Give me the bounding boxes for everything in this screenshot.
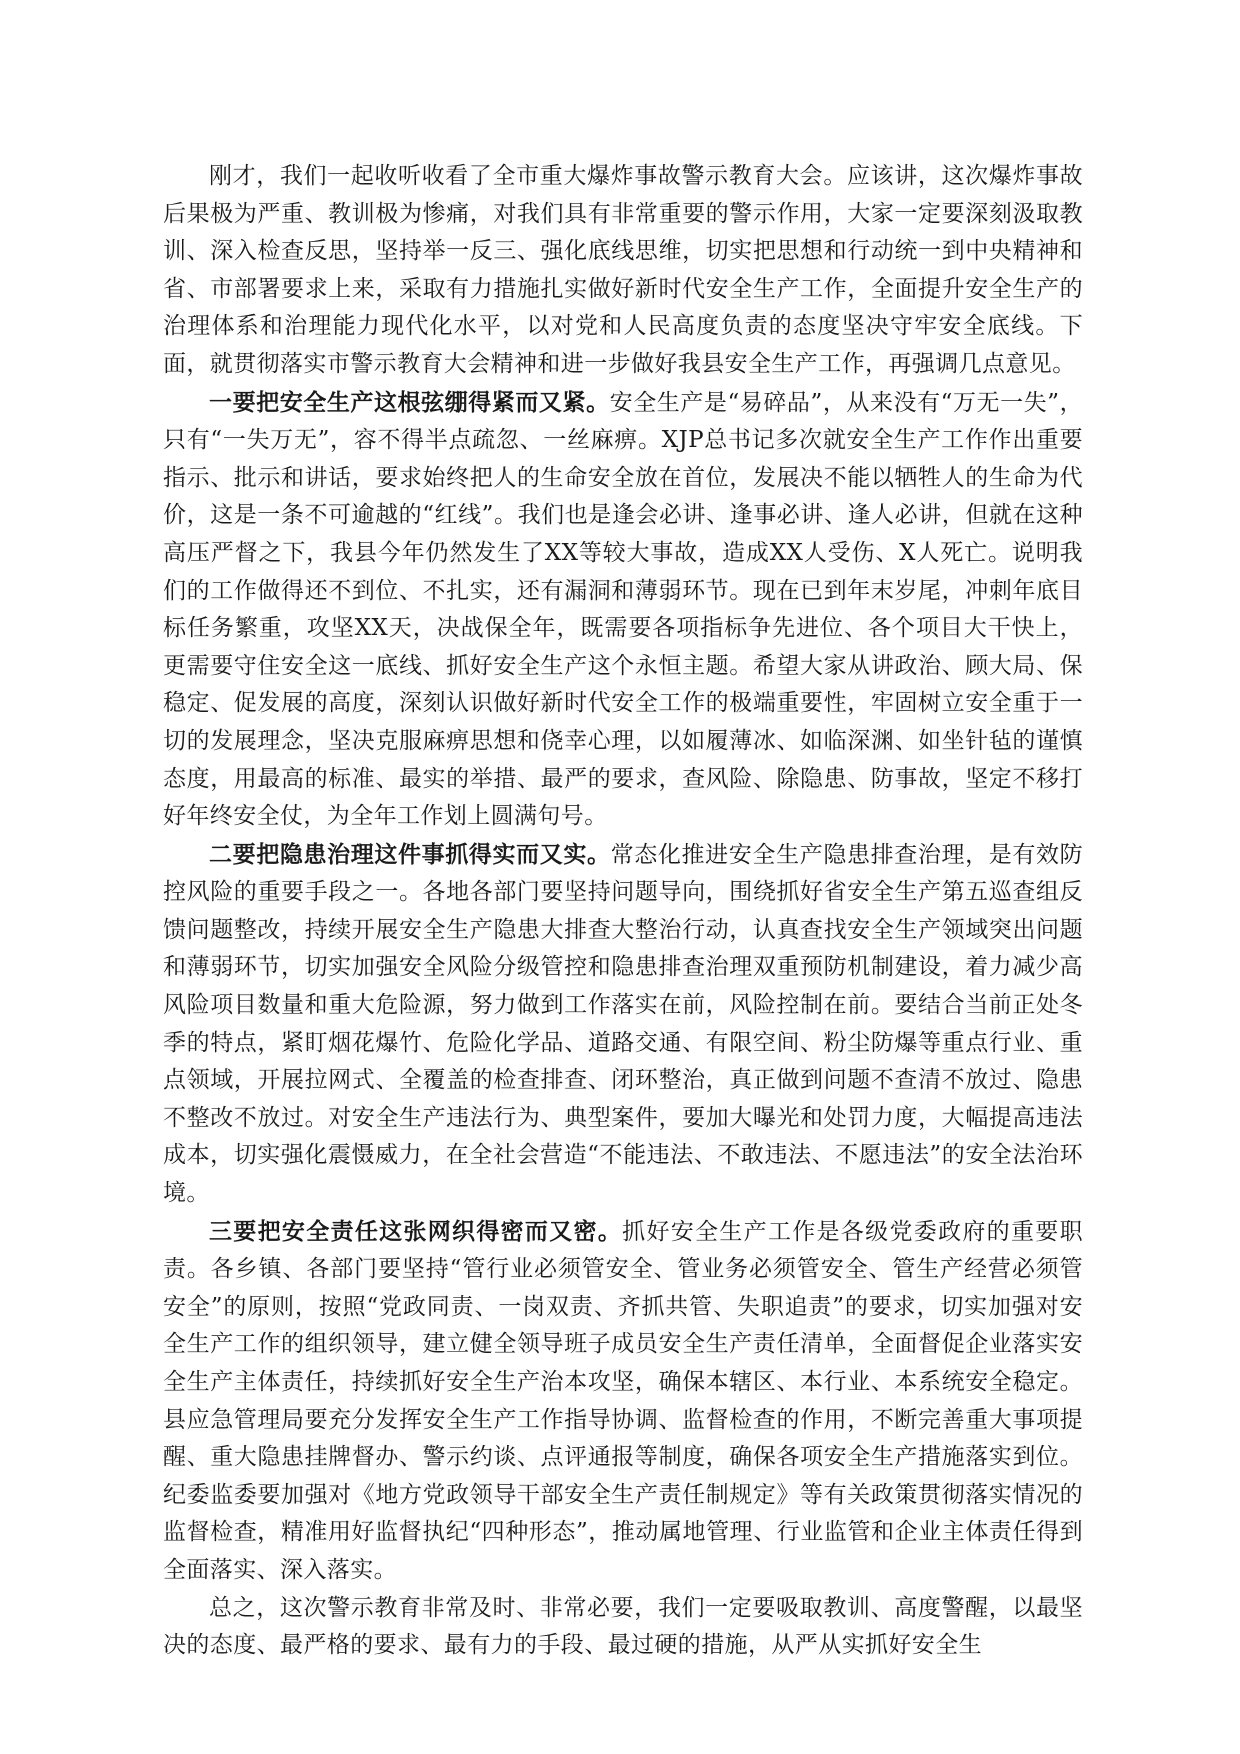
paragraph-point-one bbox=[163, 384, 1083, 836]
paragraph-intro bbox=[163, 158, 1083, 384]
paragraph-point-one-text: 安全生产是“易碎品”，从来没有“万无一失”，只有“一失万无”，容不得半点疏忽、一丝麻痹。XJP总书记多次就安全生产工作作出重要指示、批示和讲话，要求始终把人的生命安全放在首位，发展决不能以牺牲人的生命为代价，这是一条不可逾越的“红线”。我们也是逢会必讲、逢事必讲、逢人必讲，但就在这种高压严督之下，我县今年仍然发生了XX等较大事故，造成XX人受伤、X人死亡。说明我们的工作做得还不到位、不扎实，还有漏洞和薄弱环节。现在已到年末岁尾，冲刺年底目标任务繁重，攻坚XX天，决战保全年，既需要各项指标争先进位、各个项目大干快上，更需要守住安全这一底线、抓好安全生产这个永恒主题。希望大家从讲政治、顾大局、保稳定、促发展的高度，深刻认识做好新时代安全工作的极端重要性，牢固树立安全重于一切的发展理念，坚决克服麻痹思想和侥幸心理，以如履薄冰、如临深渊、如坐针毡的谨慎态度，用最高的标准、最实的举措、最严的要求，查风险、除隐患、防事故，坚定不移打好年终安全仗，为全年工作划上圆满句号。 bbox=[163, 389, 1083, 830]
paragraph-point-two-heading: 二要把隐患治理这件事抓得实而又实。 bbox=[209, 840, 611, 868]
paragraph-point-one-heading: 一要把安全生产这根弦绷得紧而又紧。 bbox=[209, 388, 610, 416]
paragraph-point-three-heading: 三要把安全责任这张网织得密而又密。 bbox=[209, 1217, 623, 1245]
paragraph-conclusion bbox=[163, 1590, 1083, 1665]
paragraph-point-three-text: 抓好安全生产工作是各级党委政府的重要职责。各乡镇、各部门要坚持“管行业必须管安全、管业务必须管安全、管生产经营必须管安全”的原则，按照“党政同责、一岗双责、齐抓共管、失职追责”的要求，切实加强对安全生产工作的组织领导，建立健全领导班子成员安全生产责任清单，全面督促企业落实安全生产主体责任，持续抓好安全生产治本攻坚，确保本辖区、本行业、本系统安全稳定。县应急管理局要充分发挥安全生产工作指导协调、监督检查的作用，不断完善重大事项提醒、重大隐患挂牌督办、警示约谈、点评通报等制度，确保各项安全生产措施落实到位。纪委监委要加强对《地方党政领导干部安全生产责任制规定》等有关政策贯彻落实情况的监督检查，精准用好监督执纪“四种形态”，推动属地管理、行业监管和企业主体责任得到全面落实、深入落实。 bbox=[163, 1218, 1083, 1583]
paragraph-point-two-text: 常态化推进安全生产隐患排查治理，是有效防控风险的重要手段之一。各地各部门要坚持问题导向，围绕抓好省安全生产第五巡查组反馈问题整改，持续开展安全生产隐患大排查大整治行动，认真查找安全生产领域突出问题和薄弱环节，切实加强安全风险分级管控和隐患排查治理双重预防机制建设，着力减少高风险项目数量和重大危险源，努力做到工作落实在前，风险控制在前。要结合当前正处冬季的特点，紧盯烟花爆竹、危险化学品、道路交通、有限空间、粉尘防爆等重点行业、重点领域，开展拉网式、全覆盖的检查排查、闭环整治，真正做到问题不查清不放过、隐患不整改不放过。对安全生产违法行为、典型案件，要加大曝光和处罚力度，大幅提高违法成本，切实强化震慑威力，在全社会营造“不能违法、不敢违法、不愿违法”的安全法治环境。 bbox=[163, 841, 1083, 1207]
paragraph-intro-text: 刚才，我们一起收听收看了全市重大爆炸事故警示教育大会。应该讲，这次爆炸事故后果极为严重、教训极为惨痛，对我们具有非常重要的警示作用，大家一定要深刻汲取教训、深入检查反思，坚持举一反三、强化底线思维，切实把思想和行动统一到中央精神和省、市部署要求上来，采取有力措施扎实做好新时代安全生产工作，全面提升安全生产的治理体系和治理能力现代化水平，以对党和人民高度负责的态度坚决守牢安全底线。下面，就贯彻落实市警示教育大会精神和进一步做好我县安全生产工作，再强调几点意见。 bbox=[163, 163, 1083, 377]
document-body bbox=[163, 158, 1083, 1665]
paragraph-point-three bbox=[163, 1213, 1083, 1590]
paragraph-conclusion-text: 总之，这次警示教育非常及时、非常必要，我们一定要吸取教训、高度警醒，以最坚决的态度、最严格的要求、最有力的手段、最过硬的措施，从严从实抓好安全生 bbox=[163, 1594, 1083, 1659]
paragraph-point-two bbox=[163, 836, 1083, 1213]
